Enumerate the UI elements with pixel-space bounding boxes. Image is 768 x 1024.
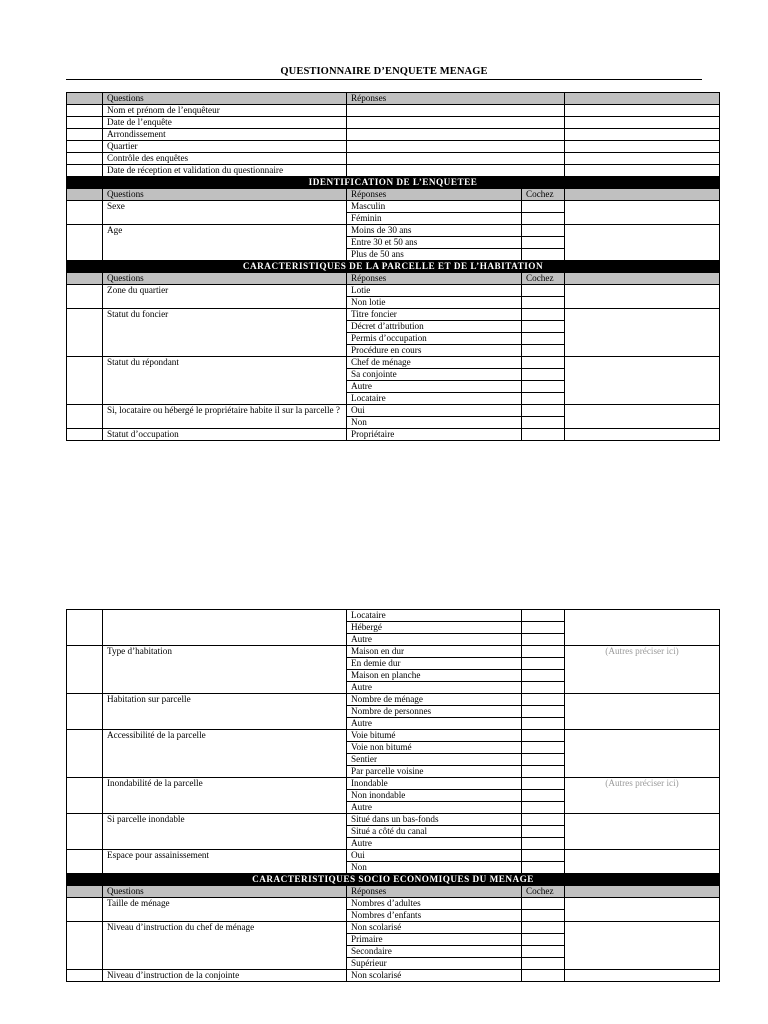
extra-input-cell[interactable] <box>565 922 720 970</box>
row-index-cell <box>67 970 103 982</box>
row-index-cell <box>67 646 103 694</box>
question-option-row <box>67 357 720 369</box>
answer-option: Chef de ménage <box>347 357 522 369</box>
answer-option: Sentier <box>347 754 522 766</box>
cochez-checkbox-cell[interactable] <box>522 706 565 718</box>
extra-input-cell[interactable] <box>565 105 720 117</box>
header-cochez: Cochez <box>522 886 565 898</box>
question-label: Espace pour assainissement <box>103 850 347 874</box>
answer-option: Locataire <box>347 393 522 405</box>
answer-option: Masculin <box>347 201 522 213</box>
question-option-row <box>67 730 720 742</box>
header-questions: Questions <box>103 886 347 898</box>
header-extra <box>565 886 720 898</box>
question-option-row <box>67 922 720 934</box>
question-option-row <box>67 429 720 441</box>
cochez-checkbox-cell[interactable] <box>522 778 565 790</box>
column-header-row <box>67 93 720 105</box>
question-option-row <box>67 898 720 910</box>
title-divider <box>66 79 702 80</box>
header-reponses: Réponses <box>347 886 522 898</box>
cochez-checkbox-cell[interactable] <box>522 201 565 213</box>
answer-option: Oui <box>347 850 522 862</box>
row-index-cell <box>67 153 103 165</box>
answer-option: Autre <box>347 802 522 814</box>
row-index-cell <box>67 309 103 357</box>
answer-option: Entre 30 et 50 ans <box>347 237 522 249</box>
extra-input-cell[interactable] <box>565 850 720 874</box>
header-extra <box>565 273 720 285</box>
column-header-row <box>67 273 720 285</box>
answer-option: Non <box>347 417 522 429</box>
cochez-checkbox-cell[interactable] <box>522 333 565 345</box>
cochez-checkbox-cell[interactable] <box>522 345 565 357</box>
extra-input-cell[interactable] <box>565 285 720 309</box>
question-label: Statut du répondant <box>103 357 347 405</box>
question-label: Type d’habitation <box>103 646 347 694</box>
cochez-checkbox-cell[interactable] <box>522 814 565 826</box>
section-title: CARACTERISTIQUES DE LA PARCELLE ET DE L’HABITATION <box>67 261 720 273</box>
question-option-row <box>67 694 720 706</box>
cochez-checkbox-cell[interactable] <box>522 802 565 814</box>
info-question: Quartier <box>103 141 347 153</box>
cochez-checkbox-cell[interactable] <box>522 694 565 706</box>
extra-input-cell[interactable] <box>565 165 720 177</box>
cochez-checkbox-cell[interactable] <box>522 381 565 393</box>
question-option-row <box>67 405 720 417</box>
section-title: IDENTIFICATION DE L’ENQUETEE <box>67 177 720 189</box>
cochez-checkbox-cell[interactable] <box>522 670 565 682</box>
cochez-checkbox-cell[interactable] <box>522 946 565 958</box>
extra-input-cell[interactable] <box>565 814 720 850</box>
extra-input-cell[interactable] <box>565 153 720 165</box>
info-row <box>67 129 720 141</box>
cochez-checkbox-cell[interactable] <box>522 297 565 309</box>
section-title-row <box>67 261 720 273</box>
cochez-checkbox-cell[interactable] <box>522 922 565 934</box>
cochez-checkbox-cell[interactable] <box>522 405 565 417</box>
answer-option: Maison en dur <box>347 646 522 658</box>
header-extra <box>565 189 720 201</box>
answer-option: Titre foncier <box>347 309 522 321</box>
answer-option: Plus de 50 ans <box>347 249 522 261</box>
answer-option: Nombre de ménage <box>347 694 522 706</box>
question-label: Accessibilité de la parcelle <box>103 730 347 778</box>
other-specify-note: (Autres préciser ici) <box>565 646 720 694</box>
question-label: Inondabilité de la parcelle <box>103 778 347 814</box>
header-blank <box>67 886 103 898</box>
question-label: Si, locataire ou hébergé le propriétaire habite il sur la parcelle ? <box>103 405 347 429</box>
header-blank <box>67 189 103 201</box>
header-reponses: Réponses <box>347 273 522 285</box>
extra-input-cell[interactable] <box>565 970 720 982</box>
extra-input-cell[interactable] <box>565 694 720 730</box>
header-blank <box>67 273 103 285</box>
row-index-cell <box>67 357 103 405</box>
answer-option: Non scolarisé <box>347 922 522 934</box>
extra-input-cell[interactable] <box>565 141 720 153</box>
cochez-checkbox-cell[interactable] <box>522 357 565 369</box>
info-question: Date de réception et validation du questionnaire <box>103 165 347 177</box>
cochez-checkbox-cell[interactable] <box>522 862 565 874</box>
answer-option: Lotie <box>347 285 522 297</box>
cochez-checkbox-cell[interactable] <box>522 646 565 658</box>
row-index-cell <box>67 201 103 225</box>
info-row <box>67 165 720 177</box>
cochez-checkbox-cell[interactable] <box>522 754 565 766</box>
cochez-checkbox-cell[interactable] <box>522 429 565 441</box>
answer-option: Autre <box>347 838 522 850</box>
answer-option: En demie dur <box>347 658 522 670</box>
answer-option: Nombre de personnes <box>347 706 522 718</box>
row-index-cell <box>67 694 103 730</box>
question-option-row <box>67 225 720 237</box>
section-title: CARACTERISTIQUES SOCIO ECONOMIQUES DU MENAGE <box>67 874 720 886</box>
section-title-row <box>67 874 720 886</box>
header-extra <box>565 93 720 105</box>
answer-option: Voie non bitumé <box>347 742 522 754</box>
answer-option: Autre <box>347 634 522 646</box>
cochez-checkbox-cell[interactable] <box>522 958 565 970</box>
answer-option: Secondaire <box>347 946 522 958</box>
column-header-row <box>67 886 720 898</box>
answer-option: Non lotie <box>347 297 522 309</box>
cochez-checkbox-cell[interactable] <box>522 742 565 754</box>
answer-option: Situé dans un bas-fonds <box>347 814 522 826</box>
info-answer-cell[interactable] <box>347 153 565 165</box>
row-index-cell <box>67 814 103 850</box>
answer-option: Non inondable <box>347 790 522 802</box>
answer-option: Décret d’attribution <box>347 321 522 333</box>
answer-option: Maison en planche <box>347 670 522 682</box>
extra-input-cell[interactable] <box>565 405 720 429</box>
answer-option: Procédure en cours <box>347 345 522 357</box>
header-questions: Questions <box>103 93 347 105</box>
cochez-checkbox-cell[interactable] <box>522 285 565 297</box>
cochez-checkbox-cell[interactable] <box>522 225 565 237</box>
row-index-cell <box>67 610 103 646</box>
question-label: Si parcelle inondable <box>103 814 347 850</box>
answer-option: Inondable <box>347 778 522 790</box>
cochez-checkbox-cell[interactable] <box>522 249 565 261</box>
question-option-row <box>67 285 720 297</box>
row-index-cell <box>67 117 103 129</box>
cochez-checkbox-cell[interactable] <box>522 850 565 862</box>
answer-option: Voie bitumé <box>347 730 522 742</box>
row-index-cell <box>67 898 103 922</box>
questionnaire-table-page-1 <box>66 92 720 441</box>
answer-option: Nombres d’adultes <box>347 898 522 910</box>
extra-input-cell[interactable] <box>565 225 720 261</box>
header-reponses: Réponses <box>347 189 522 201</box>
cochez-checkbox-cell[interactable] <box>522 826 565 838</box>
answer-option: Propriétaire <box>347 429 522 441</box>
row-index-cell <box>67 429 103 441</box>
row-index-cell <box>67 778 103 814</box>
extra-input-cell[interactable] <box>565 610 720 646</box>
answer-option: Par parcelle voisine <box>347 766 522 778</box>
info-row <box>67 117 720 129</box>
cochez-checkbox-cell[interactable] <box>522 237 565 249</box>
row-index-cell <box>67 922 103 970</box>
answer-option: Supérieur <box>347 958 522 970</box>
extra-input-cell[interactable] <box>565 117 720 129</box>
row-index-cell <box>67 405 103 429</box>
answer-option: Non <box>347 862 522 874</box>
answer-option: Situé a côté du canal <box>347 826 522 838</box>
cochez-checkbox-cell[interactable] <box>522 213 565 225</box>
answer-option: Autre <box>347 381 522 393</box>
extra-input-cell[interactable] <box>565 129 720 141</box>
cochez-checkbox-cell[interactable] <box>522 369 565 381</box>
info-answer-cell[interactable] <box>347 117 565 129</box>
answer-option: Locataire <box>347 610 522 622</box>
answer-option: Moins de 30 ans <box>347 225 522 237</box>
question-label: Statut du foncier <box>103 309 347 357</box>
column-header-row <box>67 189 720 201</box>
answer-option: Hébergé <box>347 622 522 634</box>
info-answer-cell[interactable] <box>347 141 565 153</box>
cochez-checkbox-cell[interactable] <box>522 321 565 333</box>
answer-option: Nombres d’enfants <box>347 910 522 922</box>
extra-input-cell[interactable] <box>565 201 720 225</box>
answer-option: Permis d’occupation <box>347 333 522 345</box>
question-option-row <box>67 970 720 982</box>
row-index-cell <box>67 225 103 261</box>
cochez-checkbox-cell[interactable] <box>522 658 565 670</box>
answer-option: Féminin <box>347 213 522 225</box>
info-question: Nom et prénom de l’enquêteur <box>103 105 347 117</box>
info-row <box>67 153 720 165</box>
info-answer-cell[interactable] <box>347 105 565 117</box>
extra-input-cell[interactable] <box>565 429 720 441</box>
answer-option: Autre <box>347 682 522 694</box>
answer-option: Sa conjointe <box>347 369 522 381</box>
section-title-row <box>67 177 720 189</box>
info-question: Date de l’enquête <box>103 117 347 129</box>
question-label: Age <box>103 225 347 261</box>
cochez-checkbox-cell[interactable] <box>522 309 565 321</box>
answer-option: Oui <box>347 405 522 417</box>
cochez-checkbox-cell[interactable] <box>522 898 565 910</box>
cochez-checkbox-cell[interactable] <box>522 766 565 778</box>
question-option-row <box>67 309 720 321</box>
row-index-cell <box>67 129 103 141</box>
info-question: Arrondissement <box>103 129 347 141</box>
question-label: Niveau d’instruction de la conjointe <box>103 970 347 982</box>
questionnaire-table-page-2 <box>66 609 720 982</box>
question-option-row <box>67 201 720 213</box>
cochez-checkbox-cell[interactable] <box>522 634 565 646</box>
header-questions: Questions <box>103 273 347 285</box>
question-label <box>103 610 347 646</box>
question-option-row <box>67 814 720 826</box>
extra-input-cell[interactable] <box>565 730 720 778</box>
info-answer-cell[interactable] <box>347 129 565 141</box>
page-title: QUESTIONNAIRE D’ENQUETE MENAGE <box>280 66 488 77</box>
question-option-row <box>67 610 720 622</box>
question-label: Niveau d’instruction du chef de ménage <box>103 922 347 970</box>
cochez-checkbox-cell[interactable] <box>522 790 565 802</box>
info-row <box>67 105 720 117</box>
question-option-row <box>67 850 720 862</box>
row-index-cell <box>67 850 103 874</box>
info-answer-cell[interactable] <box>347 165 565 177</box>
cochez-checkbox-cell[interactable] <box>522 934 565 946</box>
question-label: Sexe <box>103 201 347 225</box>
header-reponses: Réponses <box>347 93 565 105</box>
question-label: Statut d’occupation <box>103 429 347 441</box>
cochez-checkbox-cell[interactable] <box>522 730 565 742</box>
other-specify-note: (Autres préciser ici) <box>565 778 720 814</box>
question-label: Taille de ménage <box>103 898 347 922</box>
header-cochez: Cochez <box>522 189 565 201</box>
cochez-checkbox-cell[interactable] <box>522 622 565 634</box>
cochez-checkbox-cell[interactable] <box>522 393 565 405</box>
row-index-cell <box>67 141 103 153</box>
cochez-checkbox-cell[interactable] <box>522 682 565 694</box>
answer-option: Autre <box>347 718 522 730</box>
info-row <box>67 141 720 153</box>
question-option-row <box>67 646 720 658</box>
question-label: Zone du quartier <box>103 285 347 309</box>
row-index-cell <box>67 105 103 117</box>
info-question: Contrôle des enquêtes <box>103 153 347 165</box>
question-option-row <box>67 778 720 790</box>
header-blank <box>67 93 103 105</box>
extra-input-cell[interactable] <box>565 357 720 405</box>
cochez-checkbox-cell[interactable] <box>522 910 565 922</box>
cochez-checkbox-cell[interactable] <box>522 610 565 622</box>
extra-input-cell[interactable] <box>565 898 720 922</box>
header-cochez: Cochez <box>522 273 565 285</box>
answer-option: Primaire <box>347 934 522 946</box>
cochez-checkbox-cell[interactable] <box>522 417 565 429</box>
cochez-checkbox-cell[interactable] <box>522 970 565 982</box>
row-index-cell <box>67 730 103 778</box>
question-label: Habitation sur parcelle <box>103 694 347 730</box>
answer-option: Non scolarisé <box>347 970 522 982</box>
header-questions: Questions <box>103 189 347 201</box>
extra-input-cell[interactable] <box>565 309 720 357</box>
row-index-cell <box>67 285 103 309</box>
cochez-checkbox-cell[interactable] <box>522 838 565 850</box>
cochez-checkbox-cell[interactable] <box>522 718 565 730</box>
row-index-cell <box>67 165 103 177</box>
